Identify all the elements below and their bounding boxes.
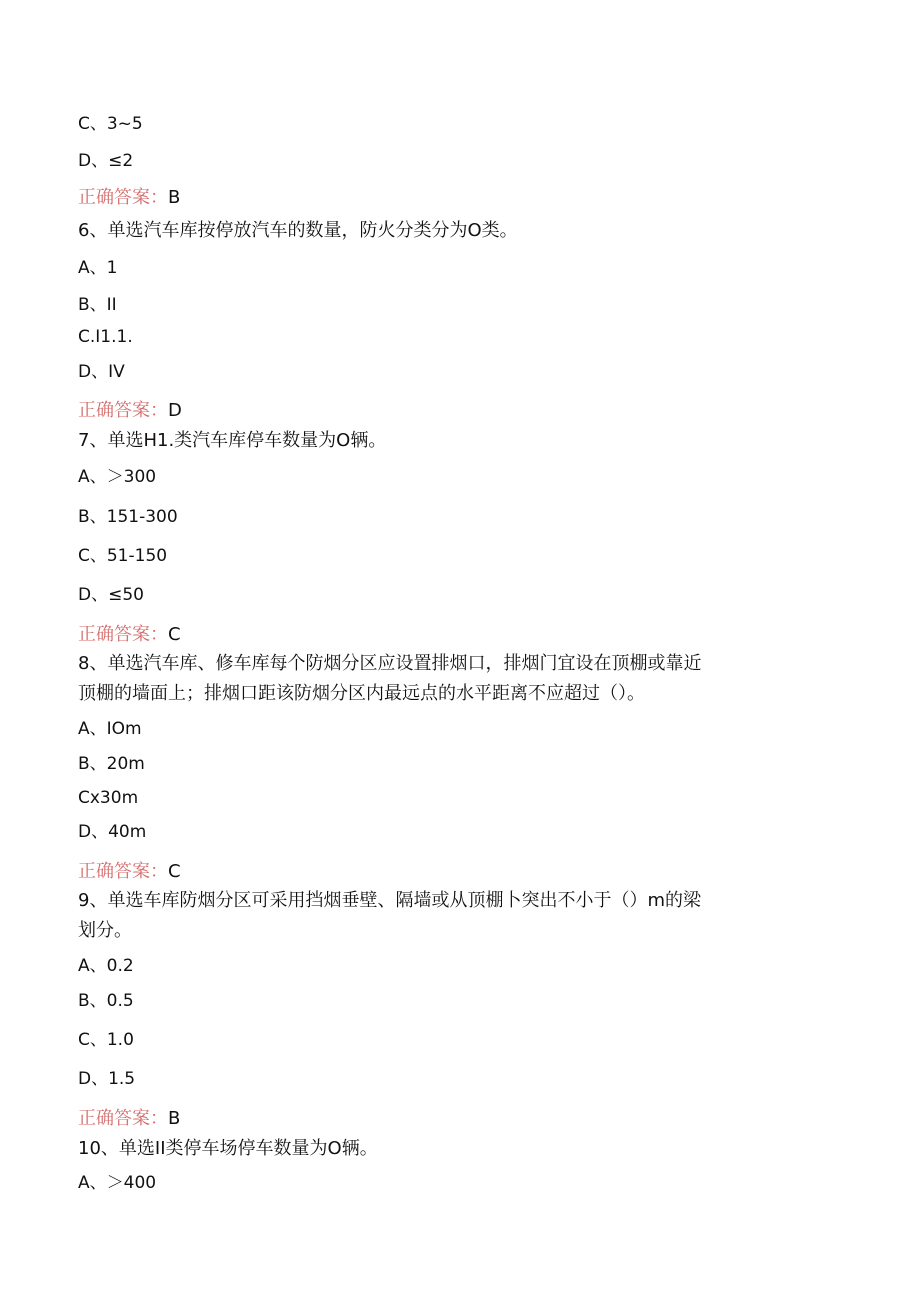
option-a: A、＞300: [78, 467, 157, 487]
option-c: C、3~5: [78, 114, 143, 134]
option-d: D、40m: [78, 822, 147, 842]
option-d: D、1.5: [78, 1069, 136, 1089]
question-8-continued: 顶棚的墙面上；排烟口距该防烟分区内最远点的水平距离不应超过（）。: [78, 683, 645, 704]
correct-answer: [78, 187, 180, 209]
option-a: A、0.2: [78, 956, 134, 976]
option-d: D、≤50: [78, 585, 144, 605]
correct-answer: [78, 861, 181, 883]
option-c: C、51-150: [78, 546, 168, 566]
option-c: Cx30m: [78, 788, 139, 808]
answer-value: D: [168, 400, 182, 421]
option-c: C.I1.1.: [78, 327, 133, 347]
answer-label: 正确答案：: [78, 400, 168, 421]
answer-value: C: [168, 624, 181, 645]
correct-answer: [78, 400, 182, 422]
option-d: D、IV: [78, 362, 125, 382]
answer-label: 正确答案：: [78, 861, 168, 882]
answer-value: C: [168, 861, 181, 882]
question-8: 8、单选汽车库、修车库每个防烟分区应设置排烟口，排烟门宜设在顶棚或靠近: [78, 653, 702, 674]
option-b: B、151-300: [78, 507, 178, 527]
option-a: A、＞400: [78, 1173, 157, 1193]
option-a: A、IOm: [78, 719, 142, 739]
question-10: 10、单选II类停车场停车数量为O辆。: [78, 1138, 378, 1159]
question-9: 9、单选车库防烟分区可采用挡烟垂壁、隔墙或从顶棚卜突出不小于（）m的梁: [78, 890, 701, 911]
answer-label: 正确答案：: [78, 1108, 168, 1129]
question-9-continued: 划分。: [78, 920, 132, 941]
question-7: 7、单选H1.类汽车库停车数量为O辆。: [78, 430, 387, 451]
answer-value: B: [168, 1108, 181, 1129]
question-6: 6、单选汽车库按停放汽车的数量，防火分类分为O类。: [78, 220, 518, 241]
option-b: B、20m: [78, 754, 145, 774]
option-a: A、1: [78, 258, 118, 278]
option-c: C、1.0: [78, 1030, 134, 1050]
correct-answer: [78, 1108, 180, 1130]
answer-label: 正确答案：: [78, 624, 168, 645]
option-b: B、0.5: [78, 991, 134, 1011]
correct-answer: [78, 624, 181, 646]
answer-value: B: [168, 187, 181, 208]
option-b: B、II: [78, 295, 117, 315]
answer-label: 正确答案：: [78, 187, 168, 208]
option-d: D、≤2: [78, 151, 134, 171]
